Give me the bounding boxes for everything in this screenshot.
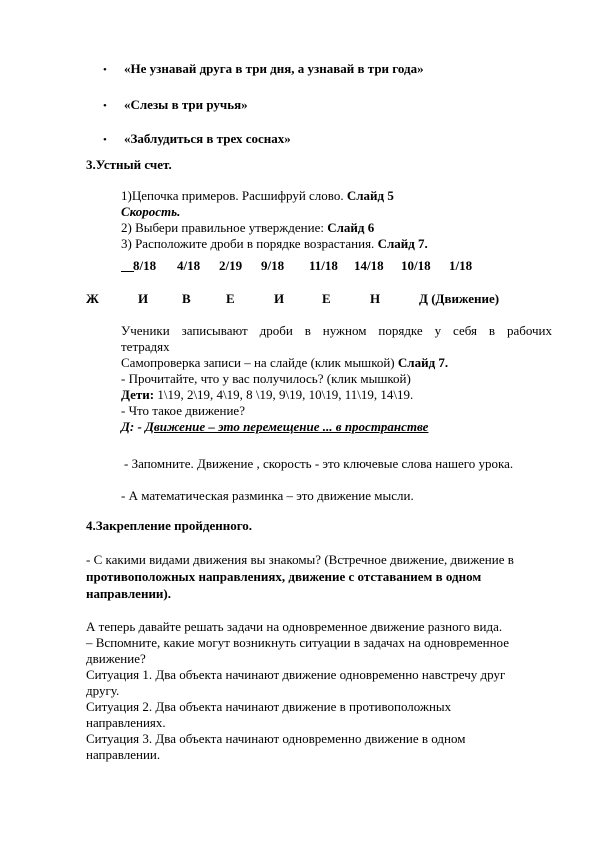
item-1 <box>121 188 394 204</box>
answer-text: Движение – это перемещение ... в пространстве <box>145 419 429 434</box>
text-line: Ситуация 2. Два объекта начинают движение в противоположных <box>86 699 452 714</box>
letter: Д (Движение) <box>419 291 500 306</box>
selfcheck-line <box>121 355 448 371</box>
children-line <box>121 387 413 403</box>
motion-question-line-2: противоположных направлениях, движение с отставанием в одном <box>86 569 482 584</box>
fraction: 14/18 <box>354 258 384 273</box>
letter: И <box>138 291 149 306</box>
fraction: 8/18 <box>133 258 157 273</box>
text-line: Ситуация 3. Два объекта начинают одновременно движение в одном <box>86 731 466 746</box>
item-1-text: 1)Цепочка примеров. Расшифруй слово. <box>121 188 347 203</box>
bullet-icon: • <box>103 100 107 112</box>
item-2-slide: Слайд 6 <box>327 220 375 235</box>
text-line: направлениях. <box>86 715 166 730</box>
answer-prefix: Д: - <box>121 419 146 434</box>
letter: Е <box>226 291 235 306</box>
children-label: Дети: <box>121 387 158 402</box>
text-line: направлении. <box>86 747 161 762</box>
selfcheck-slide: Слайд 7. <box>397 355 449 370</box>
question-motion: - Что такое движение? <box>121 403 245 418</box>
students-line-2: тетрадях <box>121 339 170 354</box>
bullet-icon: • <box>103 64 107 76</box>
text-line: Ситуация 1. Два объекта начинают движение одновременно навстречу друг <box>86 667 506 682</box>
letter: Е <box>322 291 331 306</box>
letter: В <box>182 291 191 306</box>
quote-item: «Заблудиться в трех соснах» <box>124 131 291 146</box>
item-3-slide: Слайд 7. <box>377 236 428 251</box>
item-3-text: 3) Расположите дроби в порядке возрастания. <box>121 236 378 251</box>
section-3-title: 3.Устный счет. <box>86 157 172 172</box>
fraction: 4/18 <box>177 258 201 273</box>
section-4-number: 4. <box>86 518 96 533</box>
fraction: 10/18 <box>401 258 431 273</box>
read-line: - Прочитайте, что у вас получилось? (клик мышкой) <box>121 371 411 386</box>
letter: Ж <box>86 291 99 306</box>
children-answer: 1\19, 2\19, 4\19, 8 \19, 9\19, 10\19, 11\19, 14\19. <box>157 387 414 402</box>
text-line: А теперь давайте решать задачи на одновременное движение разного вида. <box>86 619 503 634</box>
item-3 <box>121 236 428 252</box>
fraction: 9/18 <box>261 258 285 273</box>
item-1-slide: Слайд 5 <box>346 188 394 203</box>
text-line: другу. <box>86 683 120 698</box>
text-line: – Вспомните, какие могут возникнуть ситуации в задачах на одновременное <box>86 635 509 650</box>
quote-item: «Не узнавай друга в три дня, а узнавай в три года» <box>124 61 424 76</box>
motion-question-line-1: - С какими видами движения вы знакомы? (Встречное движение, движение в <box>86 552 514 567</box>
students-line-1: Ученики записывают дроби в нужном порядке у себя в рабочих <box>121 323 552 338</box>
speed-word: Скорость. <box>121 204 181 219</box>
bullet-icon: • <box>103 134 107 146</box>
text-line: движение? <box>86 651 146 666</box>
item-2 <box>121 220 374 236</box>
letter: Н <box>370 291 381 306</box>
warmup-line: - А математическая разминка – это движение мысли. <box>121 488 414 503</box>
section-4-text: Закрепление пройденного. <box>95 518 253 533</box>
answer-line <box>121 419 428 435</box>
fraction: 1/18 <box>449 258 473 273</box>
fraction: 11/18 <box>309 258 338 273</box>
section-4-title <box>86 518 252 534</box>
remember-line: - Запомните. Движение , скорость - это ключевые слова нашего урока. <box>124 456 514 471</box>
quote-item: «Слезы в три ручья» <box>124 97 248 112</box>
item-2-text: 2) Выбери правильное утверждение: <box>121 220 328 235</box>
selfcheck-text: Самопроверка записи – на слайде (клик мышкой) <box>121 355 398 370</box>
motion-question-line-3: направлении). <box>86 586 172 601</box>
fraction: 2/19 <box>219 258 243 273</box>
letter: И <box>274 291 285 306</box>
